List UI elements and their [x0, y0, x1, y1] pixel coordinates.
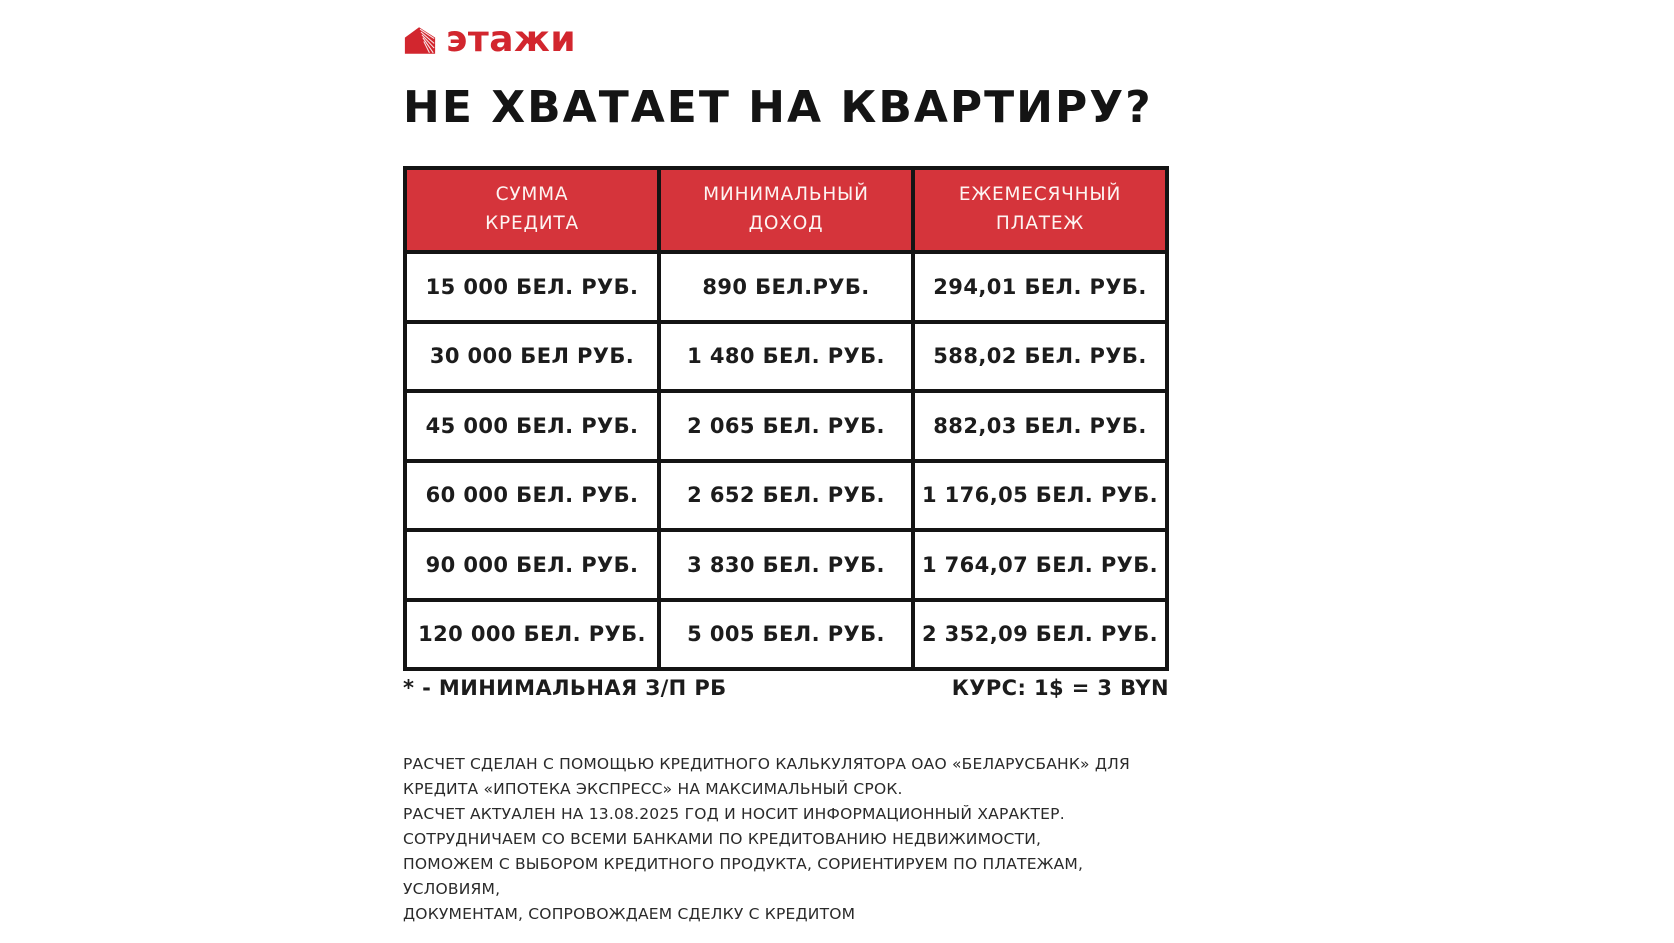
header-line: СУММА — [495, 184, 569, 206]
footnote-min-salary: * - МИНИМАЛЬНАЯ З/П РБ — [403, 676, 727, 700]
disclaimer-line: РАСЧЕТ АКТУАЛЕН НА 13.08.2025 ГОД И НОСИТ ИНФОРМАЦИОННЫЙ ХАРАКТЕР. — [403, 805, 1065, 823]
cell-min-income: 2 652 БЕЛ. РУБ. — [659, 461, 913, 531]
footnote-exchange-rate: КУРС: 1$ = 3 BYN — [951, 676, 1169, 700]
table-row — [405, 600, 1167, 670]
brand-name: этажи — [446, 19, 577, 60]
page-title: НЕ ХВАТАЕТ НА КВАРТИРУ? — [403, 82, 1153, 133]
brand-logo — [403, 19, 577, 60]
header-row — [405, 168, 1167, 252]
header-line: ДОХОД — [748, 213, 824, 234]
credit-table — [403, 166, 1169, 671]
cell-min-income: 2 065 БЕЛ. РУБ. — [659, 391, 913, 461]
disclaimer-line: КРЕДИТА «ИПОТЕКА ЭКСПРЕСС» НА МАКСИМАЛЬНЫЙ СРОК. — [403, 780, 903, 798]
credit-table-body — [405, 252, 1167, 669]
footnote-row — [403, 676, 1169, 700]
cell-credit-sum: 120 000 БЕЛ. РУБ. — [405, 600, 659, 670]
cell-min-income: 3 830 БЕЛ. РУБ. — [659, 530, 913, 600]
header-line: КРЕДИТА — [485, 213, 579, 234]
header-line: МИНИМАЛЬНЫЙ — [703, 184, 869, 206]
cell-monthly-payment: 1 764,07 БЕЛ. РУБ. — [913, 530, 1167, 600]
disclaimer-line: УСЛОВИЯМ, — [403, 880, 501, 898]
cell-min-income: 1 480 БЕЛ. РУБ. — [659, 322, 913, 392]
credit-table-head — [405, 168, 1167, 252]
table-row — [405, 322, 1167, 392]
table-row — [405, 530, 1167, 600]
cell-monthly-payment: 1 176,05 БЕЛ. РУБ. — [913, 461, 1167, 531]
cell-min-income: 5 005 БЕЛ. РУБ. — [659, 600, 913, 670]
cell-credit-sum: 60 000 БЕЛ. РУБ. — [405, 461, 659, 531]
disclaimer-line: ДОКУМЕНТАМ, СОПРОВОЖДАЕМ СДЕЛКУ С КРЕДИТОМ — [403, 905, 856, 923]
disclaimer-text — [403, 752, 1193, 927]
cell-monthly-payment: 2 352,09 БЕЛ. РУБ. — [913, 600, 1167, 670]
table-row — [405, 252, 1167, 322]
header-line: ЕЖЕМЕСЯЧНЫЙ — [958, 184, 1122, 206]
cell-credit-sum: 15 000 БЕЛ. РУБ. — [405, 252, 659, 322]
cell-credit-sum: 45 000 БЕЛ. РУБ. — [405, 391, 659, 461]
cell-monthly-payment: 882,03 БЕЛ. РУБ. — [913, 391, 1167, 461]
header-min-income — [659, 168, 913, 252]
house-icon — [403, 25, 437, 56]
table-row — [405, 461, 1167, 531]
header-monthly-payment — [913, 168, 1167, 252]
cell-credit-sum: 90 000 БЕЛ. РУБ. — [405, 530, 659, 600]
cell-min-income: 890 БЕЛ.РУБ. — [659, 252, 913, 322]
table-row — [405, 391, 1167, 461]
cell-monthly-payment: 588,02 БЕЛ. РУБ. — [913, 322, 1167, 392]
header-credit-sum — [405, 168, 659, 252]
cell-credit-sum: 30 000 БЕЛ РУБ. — [405, 322, 659, 392]
cell-monthly-payment: 294,01 БЕЛ. РУБ. — [913, 252, 1167, 322]
disclaimer-line: СОТРУДНИЧАЕМ СО ВСЕМИ БАНКАМИ ПО КРЕДИТОВАНИЮ НЕДВИЖИМОСТИ, — [403, 830, 1042, 848]
disclaimer-line: ПОМОЖЕМ С ВЫБОРОМ КРЕДИТНОГО ПРОДУКТА, СОРИЕНТИРУЕМ ПО ПЛАТЕЖАМ, — [403, 855, 1084, 873]
disclaimer-line: РАСЧЕТ СДЕЛАН С ПОМОЩЬЮ КРЕДИТНОГО КАЛЬКУЛЯТОРА ОАО «БЕЛАРУСБАНК» ДЛЯ — [403, 755, 1131, 773]
header-line: ПЛАТЕЖ — [995, 213, 1085, 234]
